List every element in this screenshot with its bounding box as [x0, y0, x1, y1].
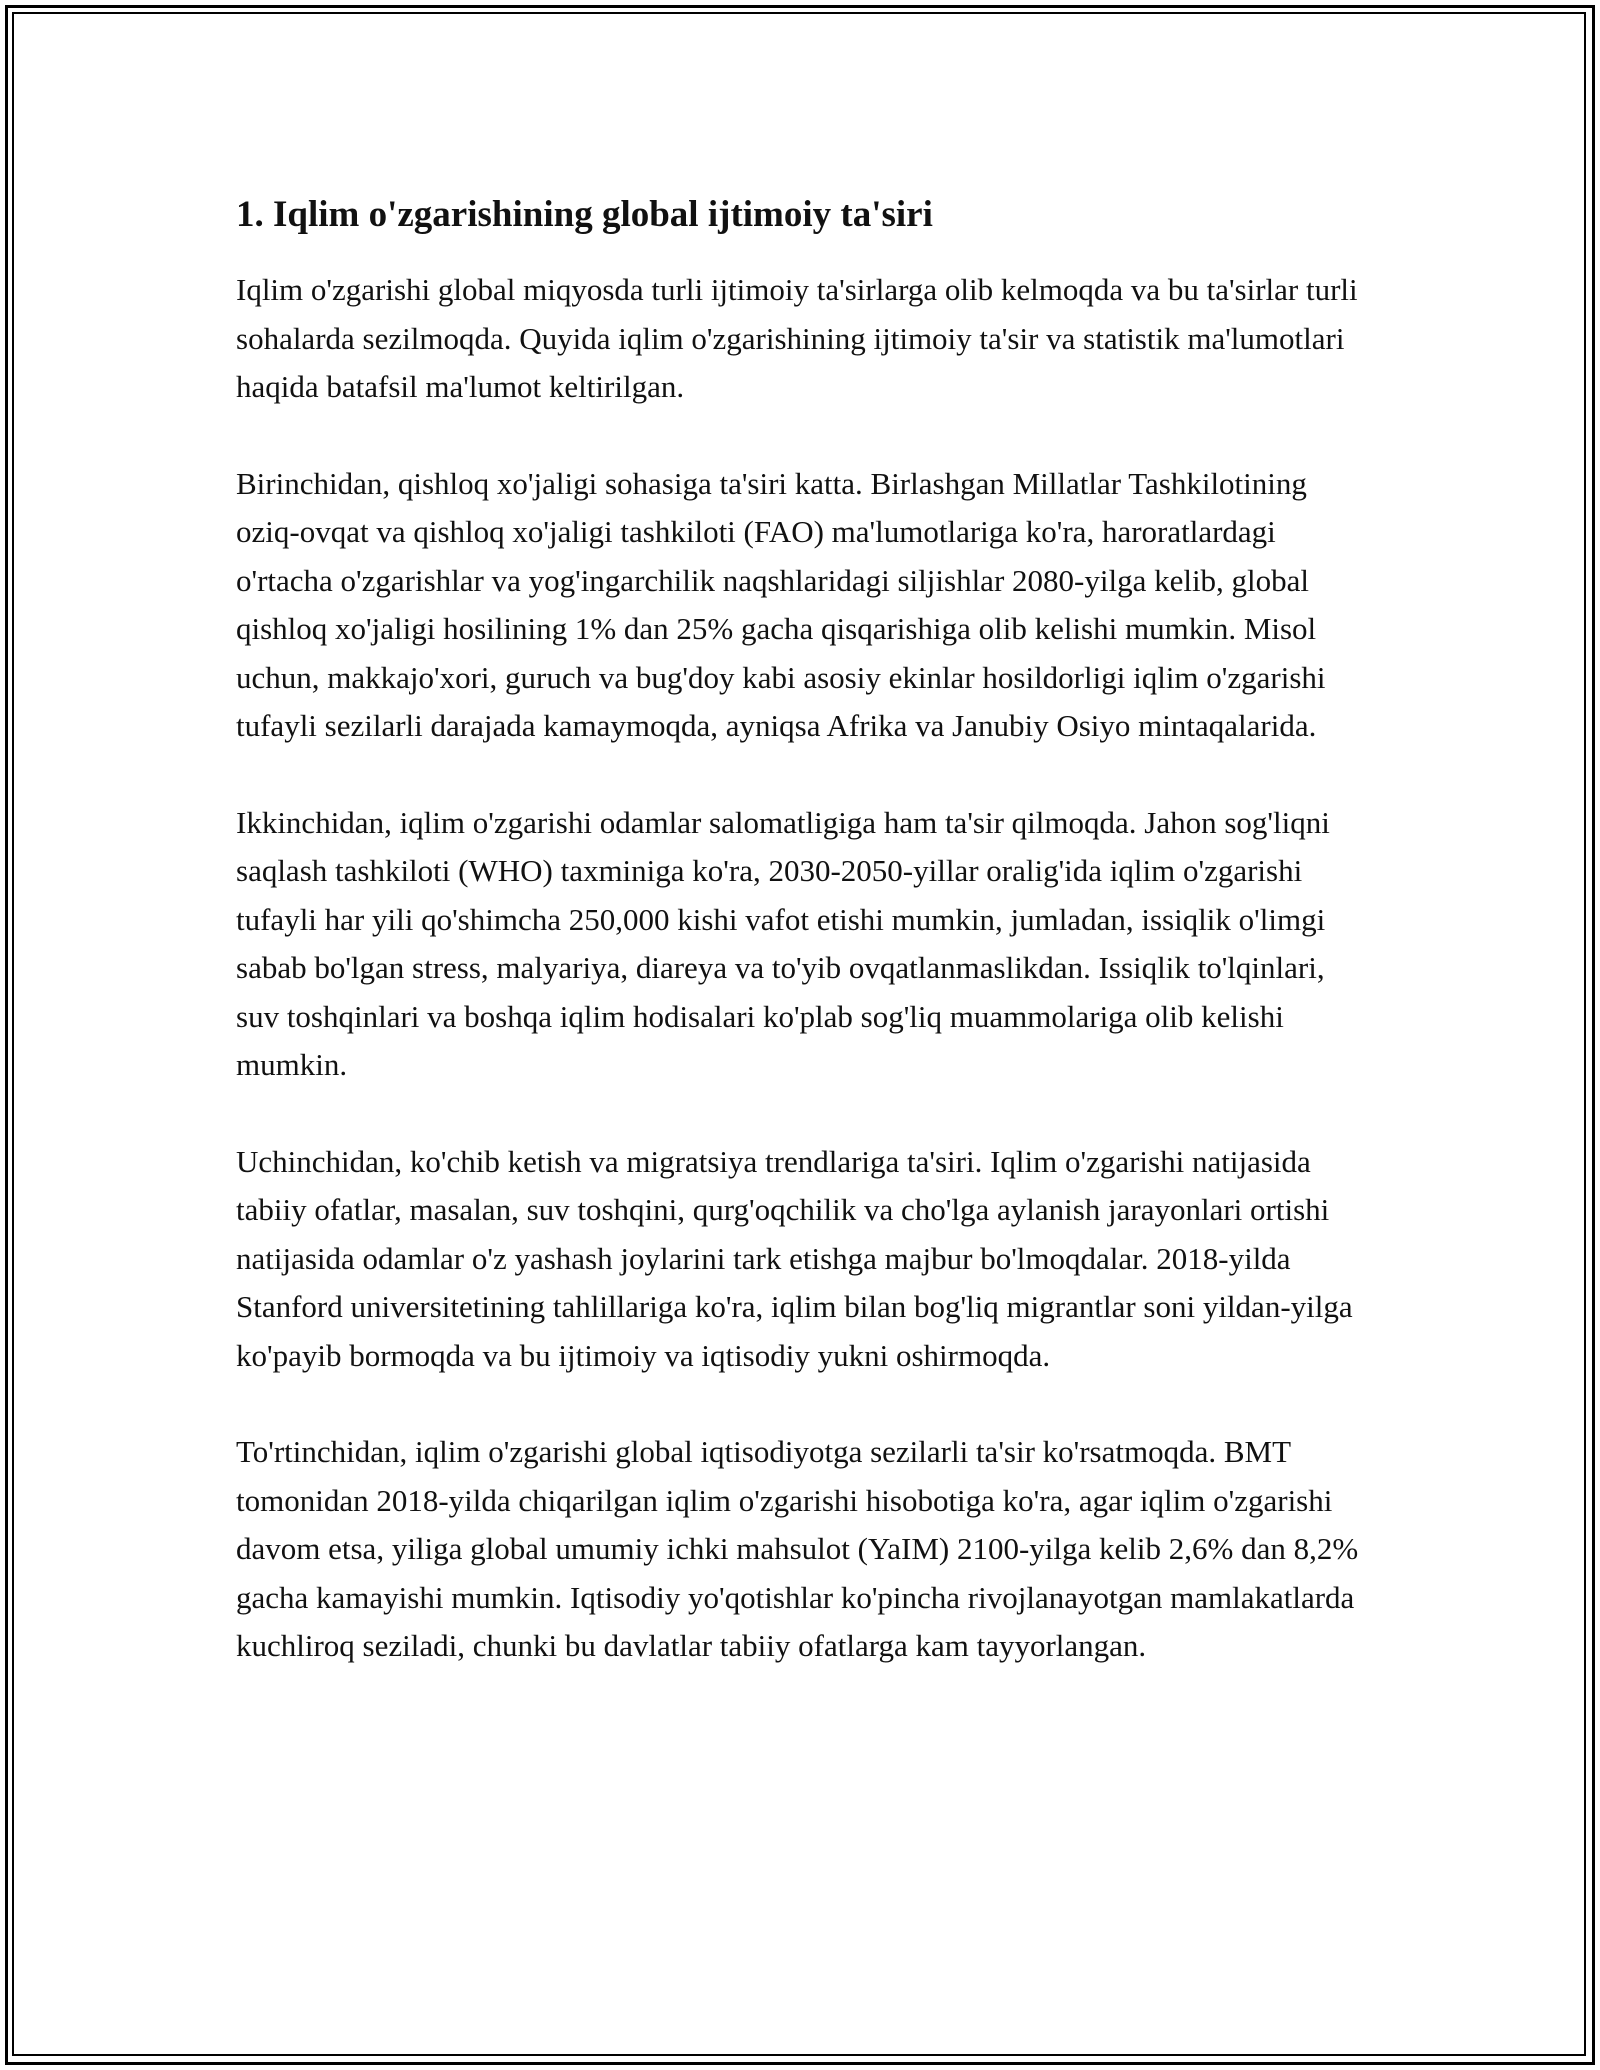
paragraph-intro: Iqlim o'zgarishi global miqyosda turli ijtimoiy ta'sirlarga olib kelmoqda va bu ta'sirlar turli sohalarda sezilmoqda. Quyida iqlim o'zgarishining ijtimoiy ta'sir va statistik ma'lumotlari haqida batafsil ma'lumot keltirilgan. — [236, 272, 1358, 404]
document-body — [236, 190, 1366, 1719]
paragraph-economy: To'rtinchidan, iqlim o'zgarishi global iqtisodiyotga sezilarli ta'sir ko'rsatmoqda. BMT tomonidan 2018-yilda chiqarilgan iqlim o'zgarishi hisobotiga ko'ra, agar iqlim o'zgarishi davom etsa, yiliga global umumiy ichki mahsulot (YaIM) 2100-yilga kelib 2,6% dan 8,2% gacha kamayishi mumkin. Iqtisodiy yo'qotishlar ko'pincha rivojlanayotgan mamlakatlarda kuchliroq seziladi, chunki bu davlatlar tabiiy ofatlarga kam tayyorlangan. — [236, 1434, 1359, 1663]
paragraph-health: Ikkinchidan, iqlim o'zgarishi odamlar salomatligiga ham ta'sir qilmoqda. Jahon sog'liqni saqlash tashkiloti (WHO) taxminiga ko'ra, 2030-2050-yillar oralig'ida iqlim o'zgarishi tufayli har yili qo'shimcha 250,000 kishi vafot etishi mumkin, jumladan, issiqlik o'limgi sabab bo'lgan stress, malyariya, diareya va to'yib ovqatlanmaslikdan. Issiqlik to'lqinlari, suv toshqinlari va boshqa iqlim hodisalari ko'plab sog'liq muammolariga olib kelishi mumkin. — [236, 804, 1330, 1082]
paragraph-agriculture: Birinchidan, qishloq xo'jaligi sohasiga ta'siri katta. Birlashgan Millatlar Tashkilotining oziq-ovqat va qishloq xo'jaligi tashkiloti (FAO) ma'lumotlariga ko'ra, haroratlardagi o'rtacha o'zgarishlar va yog'ingarchilik naqshlaridagi siljishlar 2080-yilga kelib, global qishloq xo'jaligi hosilining 1% dan 25% gacha qisqarishiga olib kelishi mumkin. Misol uchun, makkajo'xori, guruch va bug'doy kabi asosiy ekinlar hosildorligi iqlim o'zgarishi tufayli sezilarli darajada kamaymoqda, ayniqsa Afrika va Janubiy Osiyo mintaqalarida. — [236, 465, 1326, 743]
paragraph-migration: Uchinchidan, ko'chib ketish va migratsiya trendlariga ta'siri. Iqlim o'zgarishi natijasida tabiiy ofatlar, masalan, suv toshqini, qurg'oqchilik va cho'lga aylanish jarayonlari ortishi natijasida odamlar o'z yashash joylarini tark etishga majbur bo'lmoqdalar. 2018-yilda Stanford universitetining tahlillariga ko'ra, iqlim bilan bog'liq migrantlar soni yildan-yilga ko'payib bormoqda va bu ijtimoiy va iqtisodiy yukni oshirmoqda. — [236, 1143, 1353, 1373]
document-title: 1. Iqlim o'zgarishining global ijtimoiy ta'siri — [236, 194, 933, 235]
